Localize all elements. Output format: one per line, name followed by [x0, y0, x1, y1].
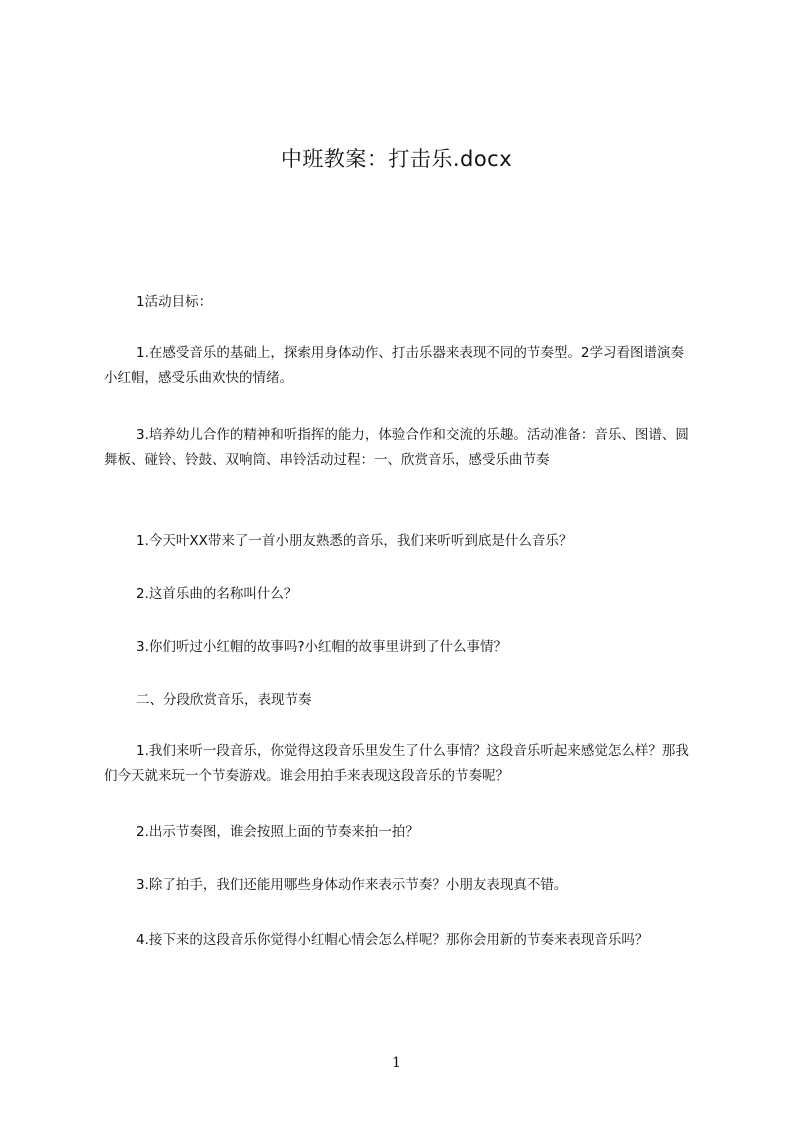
- paragraph-section-2-step-4: 4.接下来的这段音乐你觉得小红帽心情会怎么样呢？那你会用新的节奏来表现音乐吗？: [136, 932, 649, 948]
- page-number: 1: [392, 1055, 401, 1071]
- paragraph-section-2-step-1: 1.我们来听一段音乐，你觉得这段音乐里发生了什么事情？这段音乐听起来感觉怎么样？那我们今天就来玩一个节奏游戏。谁会用拍手来表现这段音乐的节奏呢？: [104, 743, 689, 784]
- paragraph-activity-goals-heading: 1活动目标：: [136, 294, 213, 310]
- paragraph-section-2-heading: 二、分段欣赏音乐，表现节奏: [136, 692, 312, 708]
- paragraph-step-1: 1.今天叶XX带来了一首小朋友熟悉的音乐，我们来听听到底是什么音乐？: [136, 533, 573, 549]
- document-title: 中班教案：打击乐.docx: [280, 147, 513, 171]
- paragraph-step-3: 3.你们听过小红帽的故事吗?小红帽的故事里讲到了什么事情？: [136, 639, 508, 655]
- paragraph-goal-3-preparation: 3.培养幼儿合作的精神和听指挥的能力，体验合作和交流的乐趣。活动准备：音乐、图谱、圆舞板、碰铃、铃鼓、双响筒、串铃活动过程：一、欣赏音乐，感受乐曲节奏: [104, 427, 689, 468]
- paragraph-section-2-step-2: 2.出示节奏图，谁会按照上面的节奏来拍一拍？: [136, 824, 419, 840]
- paragraph-step-2: 2.这首乐曲的名称叫什么？: [136, 586, 298, 602]
- paragraph-section-2-step-3: 3.除了拍手，我们还能用哪些身体动作来表示节奏？小朋友表现真不错。: [136, 877, 568, 893]
- paragraph-goal-1-2: 1.在感受音乐的基础上，探索用身体动作、打击乐器来表现不同的节奏型。2学习看图谱演奏小红帽，感受乐曲欢快的情绪。: [104, 345, 684, 386]
